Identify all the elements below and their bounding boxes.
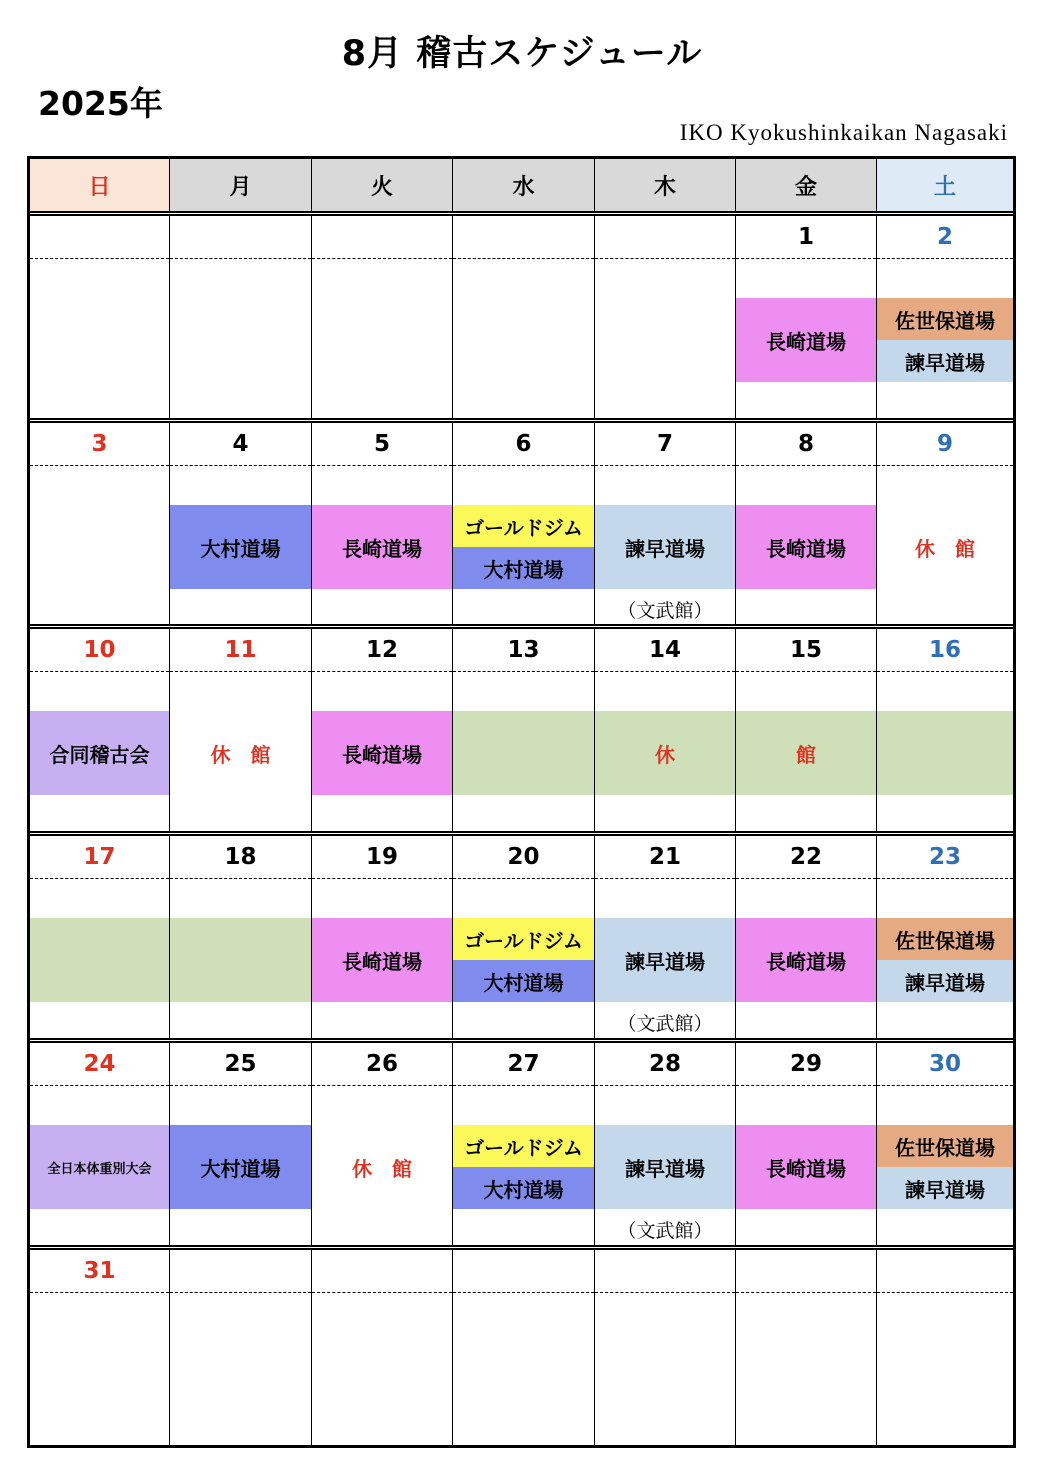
day-cell <box>736 1043 877 1245</box>
day-cell <box>312 1043 453 1245</box>
day-number <box>595 216 735 259</box>
day-number <box>453 1250 594 1293</box>
venue-note: （文武館） <box>617 1013 713 1035</box>
closed-label: 休 館 <box>915 536 975 561</box>
day-cell <box>30 836 170 1038</box>
closed-label: 休 館 <box>210 742 271 767</box>
day-number: 4 <box>170 423 311 466</box>
day-cell <box>877 836 1013 1038</box>
day-number <box>453 216 594 259</box>
day-cell <box>170 836 312 1038</box>
day-number: 19 <box>312 836 452 879</box>
day-number: 16 <box>877 629 1013 672</box>
page-title: 8月 稽古スケジュール <box>341 34 703 74</box>
day-cell <box>312 629 453 831</box>
day-number: 29 <box>736 1043 876 1086</box>
nagasaki-dojo-badge: 長崎道場 <box>736 918 876 1002</box>
day-number: 11 <box>170 629 311 672</box>
day-cell <box>30 423 170 624</box>
weekday-header-row <box>30 159 1013 216</box>
day-number: 28 <box>595 1043 735 1086</box>
gold-gym-badge: ゴールドジム <box>453 918 594 960</box>
day-number: 18 <box>170 836 311 879</box>
weekday-header-sat: 土 <box>877 159 1013 211</box>
weekday-header-mon: 月 <box>170 159 312 211</box>
day-cell <box>877 1250 1013 1445</box>
week-row <box>30 836 1013 1043</box>
calendar-grid <box>27 156 1016 1448</box>
day-number: 25 <box>170 1043 311 1086</box>
closure-band <box>30 918 169 1002</box>
week-row <box>30 216 1013 423</box>
day-number: 7 <box>595 423 735 466</box>
closure-band <box>877 711 1013 795</box>
nagasaki-dojo-badge: 長崎道場 <box>736 505 876 589</box>
day-cell <box>595 423 736 624</box>
day-cell <box>453 836 595 1038</box>
day-number <box>877 1250 1013 1293</box>
day-cell <box>30 629 170 831</box>
day-number <box>312 1250 452 1293</box>
day-cell <box>736 216 877 418</box>
nagasaki-dojo-badge: 長崎道場 <box>312 711 452 795</box>
gold-gym-badge: ゴールドジム <box>453 505 594 547</box>
isahaya-dojo-badge: 諫早道場 <box>595 1125 735 1209</box>
sasebo-dojo-badge: 佐世保道場 <box>877 298 1013 340</box>
day-number: 14 <box>595 629 735 672</box>
closure-band <box>453 711 594 795</box>
week-row <box>30 1043 1013 1250</box>
sasebo-dojo-badge: 佐世保道場 <box>877 918 1013 960</box>
day-cell <box>453 1250 595 1445</box>
day-number: 13 <box>453 629 594 672</box>
year-label: 2025年 <box>38 84 163 123</box>
day-number: 30 <box>877 1043 1013 1086</box>
day-number <box>170 216 311 259</box>
day-cell <box>877 423 1013 624</box>
day-cell <box>170 423 312 624</box>
nagasaki-dojo-badge: 長崎道場 <box>312 918 452 1002</box>
day-cell <box>170 629 312 831</box>
weekday-header-thu: 木 <box>595 159 736 211</box>
closed-label: 休 館 <box>352 1156 412 1181</box>
day-cell <box>312 216 453 418</box>
day-number <box>736 1250 876 1293</box>
day-number: 17 <box>30 836 169 879</box>
organization-name: IKO Kyokushinkaikan Nagasaki <box>679 120 1008 145</box>
day-number: 20 <box>453 836 594 879</box>
day-number: 22 <box>736 836 876 879</box>
day-number: 9 <box>877 423 1013 466</box>
day-cell <box>453 423 595 624</box>
day-cell <box>453 1043 595 1245</box>
day-number: 26 <box>312 1043 452 1086</box>
day-number <box>30 216 169 259</box>
day-cell <box>595 1043 736 1245</box>
all-japan-tournament-badge: 全日本体重別大会 <box>30 1125 169 1209</box>
venue-note: （文武館） <box>617 1220 713 1242</box>
omura-dojo-badge: 大村道場 <box>170 1125 311 1209</box>
day-number: 8 <box>736 423 876 466</box>
day-cell <box>30 1250 170 1445</box>
day-cell <box>453 216 595 418</box>
weekday-header-fri: 金 <box>736 159 877 211</box>
day-cell <box>312 836 453 1038</box>
day-cell <box>170 1043 312 1245</box>
day-cell <box>453 629 595 831</box>
omura-dojo-badge: 大村道場 <box>453 960 594 1002</box>
isahaya-dojo-badge: 諫早道場 <box>877 340 1013 382</box>
day-cell <box>877 629 1013 831</box>
nagasaki-dojo-badge: 長崎道場 <box>736 298 876 382</box>
week-row <box>30 423 1013 629</box>
day-cell <box>736 423 877 624</box>
isahaya-dojo-badge: 諫早道場 <box>877 960 1013 1002</box>
day-number: 15 <box>736 629 876 672</box>
day-cell <box>312 423 453 624</box>
closure-band <box>170 918 311 1002</box>
weekday-header-tue: 火 <box>312 159 453 211</box>
day-cell <box>877 1043 1013 1245</box>
omura-dojo-badge: 大村道場 <box>453 1167 594 1209</box>
day-number: 2 <box>877 216 1013 259</box>
day-cell <box>170 216 312 418</box>
day-number: 5 <box>312 423 452 466</box>
day-number: 27 <box>453 1043 594 1086</box>
day-number: 1 <box>736 216 876 259</box>
day-number <box>312 216 452 259</box>
isahaya-dojo-badge: 諫早道場 <box>595 918 735 1002</box>
nagasaki-dojo-badge: 長崎道場 <box>736 1125 876 1209</box>
day-number: 6 <box>453 423 594 466</box>
day-number: 23 <box>877 836 1013 879</box>
isahaya-dojo-badge: 諫早道場 <box>877 1167 1013 1209</box>
day-cell <box>170 1250 312 1445</box>
closure-band: 館 <box>736 711 876 795</box>
omura-dojo-badge: 大村道場 <box>453 547 594 589</box>
weekday-header-sun: 日 <box>30 159 170 211</box>
day-number <box>170 1250 311 1293</box>
venue-note: （文武館） <box>617 600 713 622</box>
nagasaki-dojo-badge: 長崎道場 <box>312 505 452 589</box>
day-cell <box>736 836 877 1038</box>
day-number: 21 <box>595 836 735 879</box>
day-number: 31 <box>30 1250 169 1293</box>
weekday-header-wed: 水 <box>453 159 595 211</box>
gold-gym-badge: ゴールドジム <box>453 1125 594 1167</box>
joint-practice-badge: 合同稽古会 <box>30 711 169 795</box>
day-number <box>595 1250 735 1293</box>
day-number: 10 <box>30 629 169 672</box>
day-cell <box>736 1250 877 1445</box>
day-cell <box>30 1043 170 1245</box>
day-cell <box>877 216 1013 418</box>
week-row <box>30 629 1013 836</box>
day-cell <box>30 216 170 418</box>
week-row <box>30 1250 1013 1445</box>
day-cell <box>595 836 736 1038</box>
day-cell <box>595 216 736 418</box>
day-cell <box>595 1250 736 1445</box>
day-number: 3 <box>30 423 169 466</box>
day-number: 24 <box>30 1043 169 1086</box>
day-cell <box>312 1250 453 1445</box>
closure-band: 休 <box>595 711 735 795</box>
omura-dojo-badge: 大村道場 <box>170 505 311 589</box>
day-cell <box>595 629 736 831</box>
day-cell <box>736 629 877 831</box>
isahaya-dojo-badge: 諫早道場 <box>595 505 735 589</box>
day-number: 12 <box>312 629 452 672</box>
sasebo-dojo-badge: 佐世保道場 <box>877 1125 1013 1167</box>
